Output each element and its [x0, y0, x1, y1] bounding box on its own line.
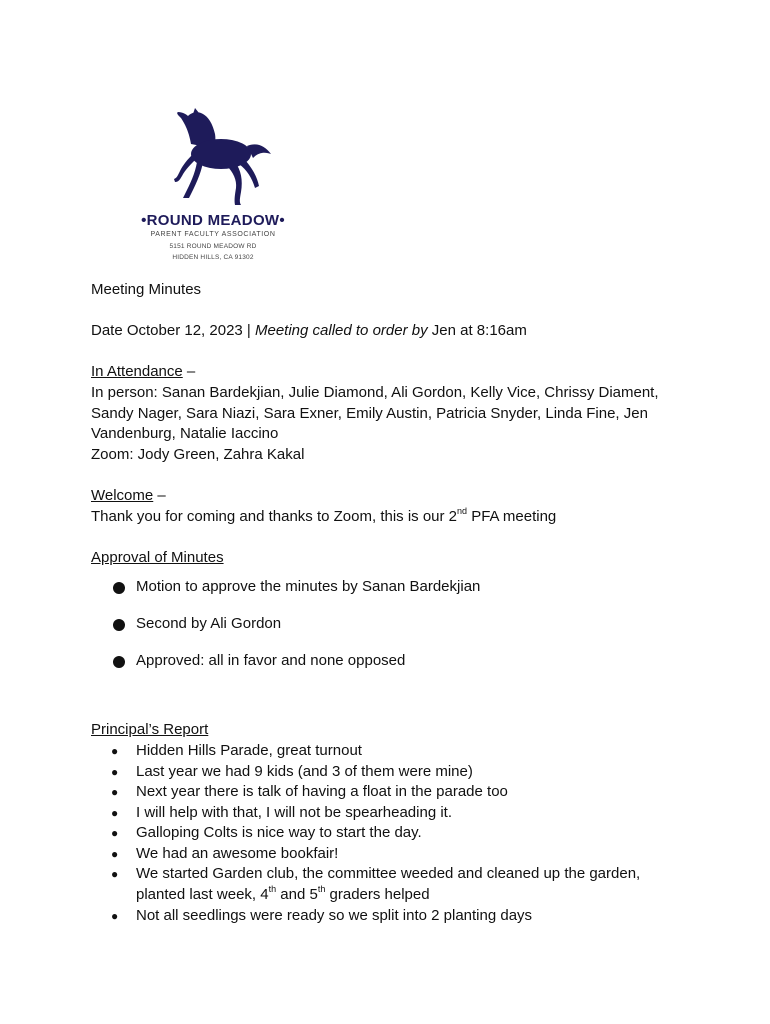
- list-item: ● Hidden Hills Parade, great turnout: [91, 741, 691, 762]
- logo-name: •ROUND MEADOW•: [141, 212, 285, 229]
- welcome-text-before: Thank you for coming and thanks to Zoom, this is our 2: [91, 507, 458, 525]
- principal-heading-line: [91, 720, 691, 741]
- welcome-text-after: PFA meeting: [467, 507, 557, 525]
- list-item: Second by Ali Gordon: [91, 614, 691, 651]
- welcome-ordinal: nd: [457, 505, 468, 516]
- attendance-dash: –: [182, 363, 196, 381]
- welcome-text: [91, 507, 691, 528]
- garden-ordinal-2: th: [317, 884, 326, 895]
- logo-subtitle: PARENT FACULTY ASSOCIATION: [150, 231, 276, 238]
- list-item-garden: [91, 864, 691, 905]
- list-item: ● Not all seedlings were ready so we split into 2 planting days: [91, 906, 691, 927]
- attendance-heading: In Attendance: [91, 363, 183, 381]
- list-item: ● Galloping Colts is nice way to start the day.: [91, 823, 691, 844]
- garden-text-a: We started Garden club, the committee weeded and cleaned up the garden, planted last week, 4: [136, 865, 641, 904]
- horse-icon: [155, 108, 273, 212]
- attendance-heading-line: [91, 362, 691, 383]
- attendance-zoom: Zoom: Jody Green, Zahra Kakal: [91, 445, 305, 463]
- welcome-heading-line: [91, 486, 691, 507]
- list-item: Motion to approve the minutes by Sanan Bardekjian: [91, 577, 691, 614]
- welcome-heading: Welcome: [91, 486, 154, 504]
- called-to-order-label: Meeting called to order by: [255, 322, 428, 340]
- list-item: Approved: all in favor and none opposed: [91, 651, 691, 688]
- principal-heading: Principal’s Report: [91, 721, 209, 739]
- garden-text-c: graders helped: [325, 886, 430, 904]
- list-item: ● I will help with that, I will not be spearheading it.: [91, 803, 691, 824]
- approval-heading: Approval of Minutes: [91, 548, 224, 566]
- list-item: ● Last year we had 9 kids (and 3 of them were mine): [91, 762, 691, 783]
- garden-ordinal-1: th: [268, 884, 277, 895]
- meeting-minutes-document: [91, 280, 691, 926]
- called-to-order-text: Jen at 8:16am: [427, 322, 527, 340]
- principal-list: [91, 741, 691, 926]
- logo-address-line1: 5151 ROUND MEADOW RD: [169, 243, 257, 250]
- logo-address-line2: HIDDEN HILLS, CA 91302: [172, 254, 254, 261]
- approval-heading-line: [91, 548, 691, 569]
- attendance-in-person: In person: Sanan Bardekjian, Julie Diamond, Ali Gordon, Kelly Vice, Chrissy Diament, Sandy Nager, Sara Niazi, Sara Exner, Emily Austin, Patricia Snyder, Linda Fine, Jen Vandenburg, Natalie Iaccino: [91, 383, 659, 443]
- welcome-dash: –: [153, 486, 166, 504]
- list-item: ● Next year there is talk of having a float in the parade too: [91, 782, 691, 803]
- round-meadow-logo: [133, 108, 293, 268]
- approval-list: [91, 577, 691, 688]
- list-item: ● We had an awesome bookfair!: [91, 844, 691, 865]
- garden-text-b: and 5: [276, 886, 318, 904]
- date-text: Date October 12, 2023 |: [91, 322, 255, 340]
- document-title: Meeting Minutes: [91, 281, 202, 298]
- date-line: [91, 321, 691, 342]
